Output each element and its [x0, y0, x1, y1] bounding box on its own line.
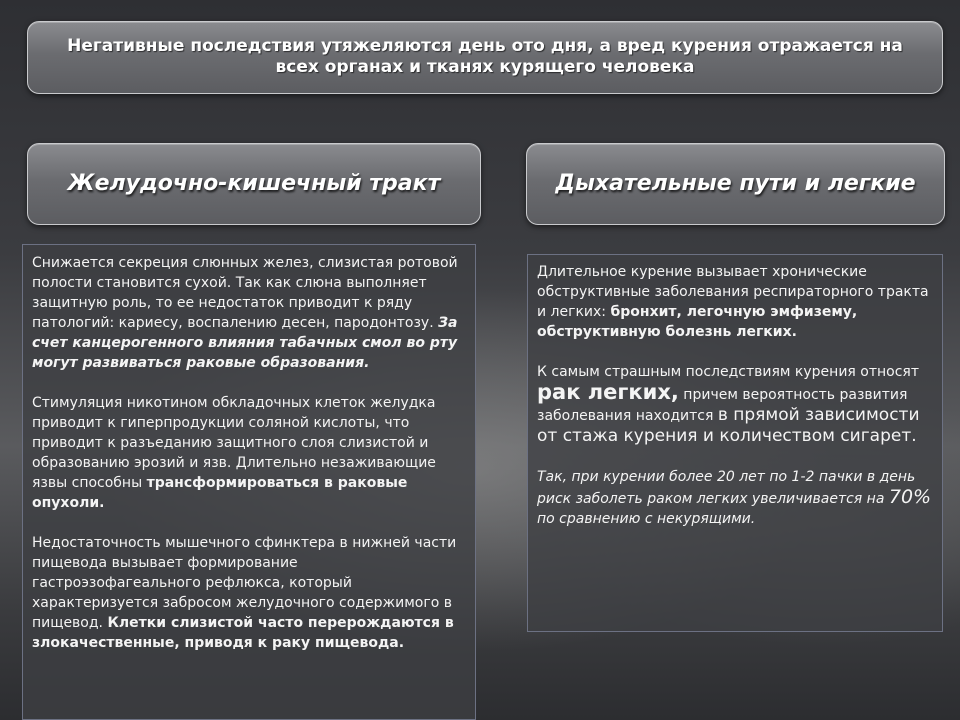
respiratory-p2-lung-cancer: рак легких, [537, 380, 679, 404]
respiratory-paragraph-1 [537, 262, 934, 342]
digestive-p2-text: Стимуляция никотином обкладочных клеток желудка приводит к гиперпродукции соляной кислоты, что приводит к разъеданию защитного слоя слизистой и образованию эрозий и язв. Длительно незаживающие язвы способны [32, 395, 436, 491]
digestive-p2-emphasis: трансформироваться в раковые опухоли. [32, 475, 408, 511]
top-banner [27, 21, 943, 94]
digestive-p3-emphasis: Клетки слизистой часто перерождаются в злокачественные, приводя к раку пищевода. [32, 615, 454, 651]
respiratory-p3-percent: 70% [888, 486, 932, 508]
banner-text: Негативные последствия утяжеляются день ото дня, а вред курения отражается на всех органах и тканях курящего человека [67, 36, 903, 77]
heading-digestive [27, 143, 481, 225]
respiratory-panel [527, 254, 943, 632]
digestive-p3-text: Недостаточность мышечного сфинктера в нижней части пищевода вызывает формирование гастроэзофагеального рефлюкса, который характеризуется забросом желудочного содержимого в пищевод. [32, 535, 457, 631]
heading-respiratory-text: Дыхательные пути и легкие [555, 171, 916, 196]
respiratory-p3-text-a: Так, при курении более 20 лет по 1-2 пачки в день риск заболеть раком легких увеличивается на [537, 469, 916, 507]
digestive-panel [22, 244, 476, 720]
respiratory-p1-emphasis: бронхит, легочную эмфизему, обструктивную болезнь легких. [537, 304, 858, 340]
digestive-paragraph-3 [32, 533, 467, 653]
respiratory-p2-text-c: причем вероятность развития заболевания находится [537, 387, 908, 424]
respiratory-p1-text: Длительное курение вызывает хронические обструктивные заболевания респираторного тракта и легких: [537, 264, 929, 320]
heading-respiratory [526, 143, 945, 225]
respiratory-p2-period: . [911, 426, 917, 446]
respiratory-paragraph-2 [537, 362, 934, 447]
heading-digestive-text: Желудочно-кишечный тракт [67, 171, 441, 196]
respiratory-paragraph-3 [537, 467, 934, 529]
digestive-p1-text: Снижается секреция слюнных желез, слизистая ротовой полости становится сухой. Так как слюна выполняет защитную роль, то ее недостаток приводит к ряду патологий: кариесу, воспалению десен, пародонтозу. [32, 255, 458, 331]
digestive-paragraph-2 [32, 393, 467, 513]
respiratory-p3-text-c: по сравнению с некурящими. [537, 511, 756, 527]
respiratory-p2-dependency: в прямой зависимости от стажа курения и количеством сигарет [537, 405, 920, 446]
digestive-p1-emphasis: За счет канцерогенного влияния табачных смол во рту могут развиваться раковые образования. [32, 315, 458, 371]
respiratory-p2-text-a: К самым страшным последствиям курения относят [537, 364, 920, 380]
digestive-paragraph-1 [32, 253, 467, 373]
